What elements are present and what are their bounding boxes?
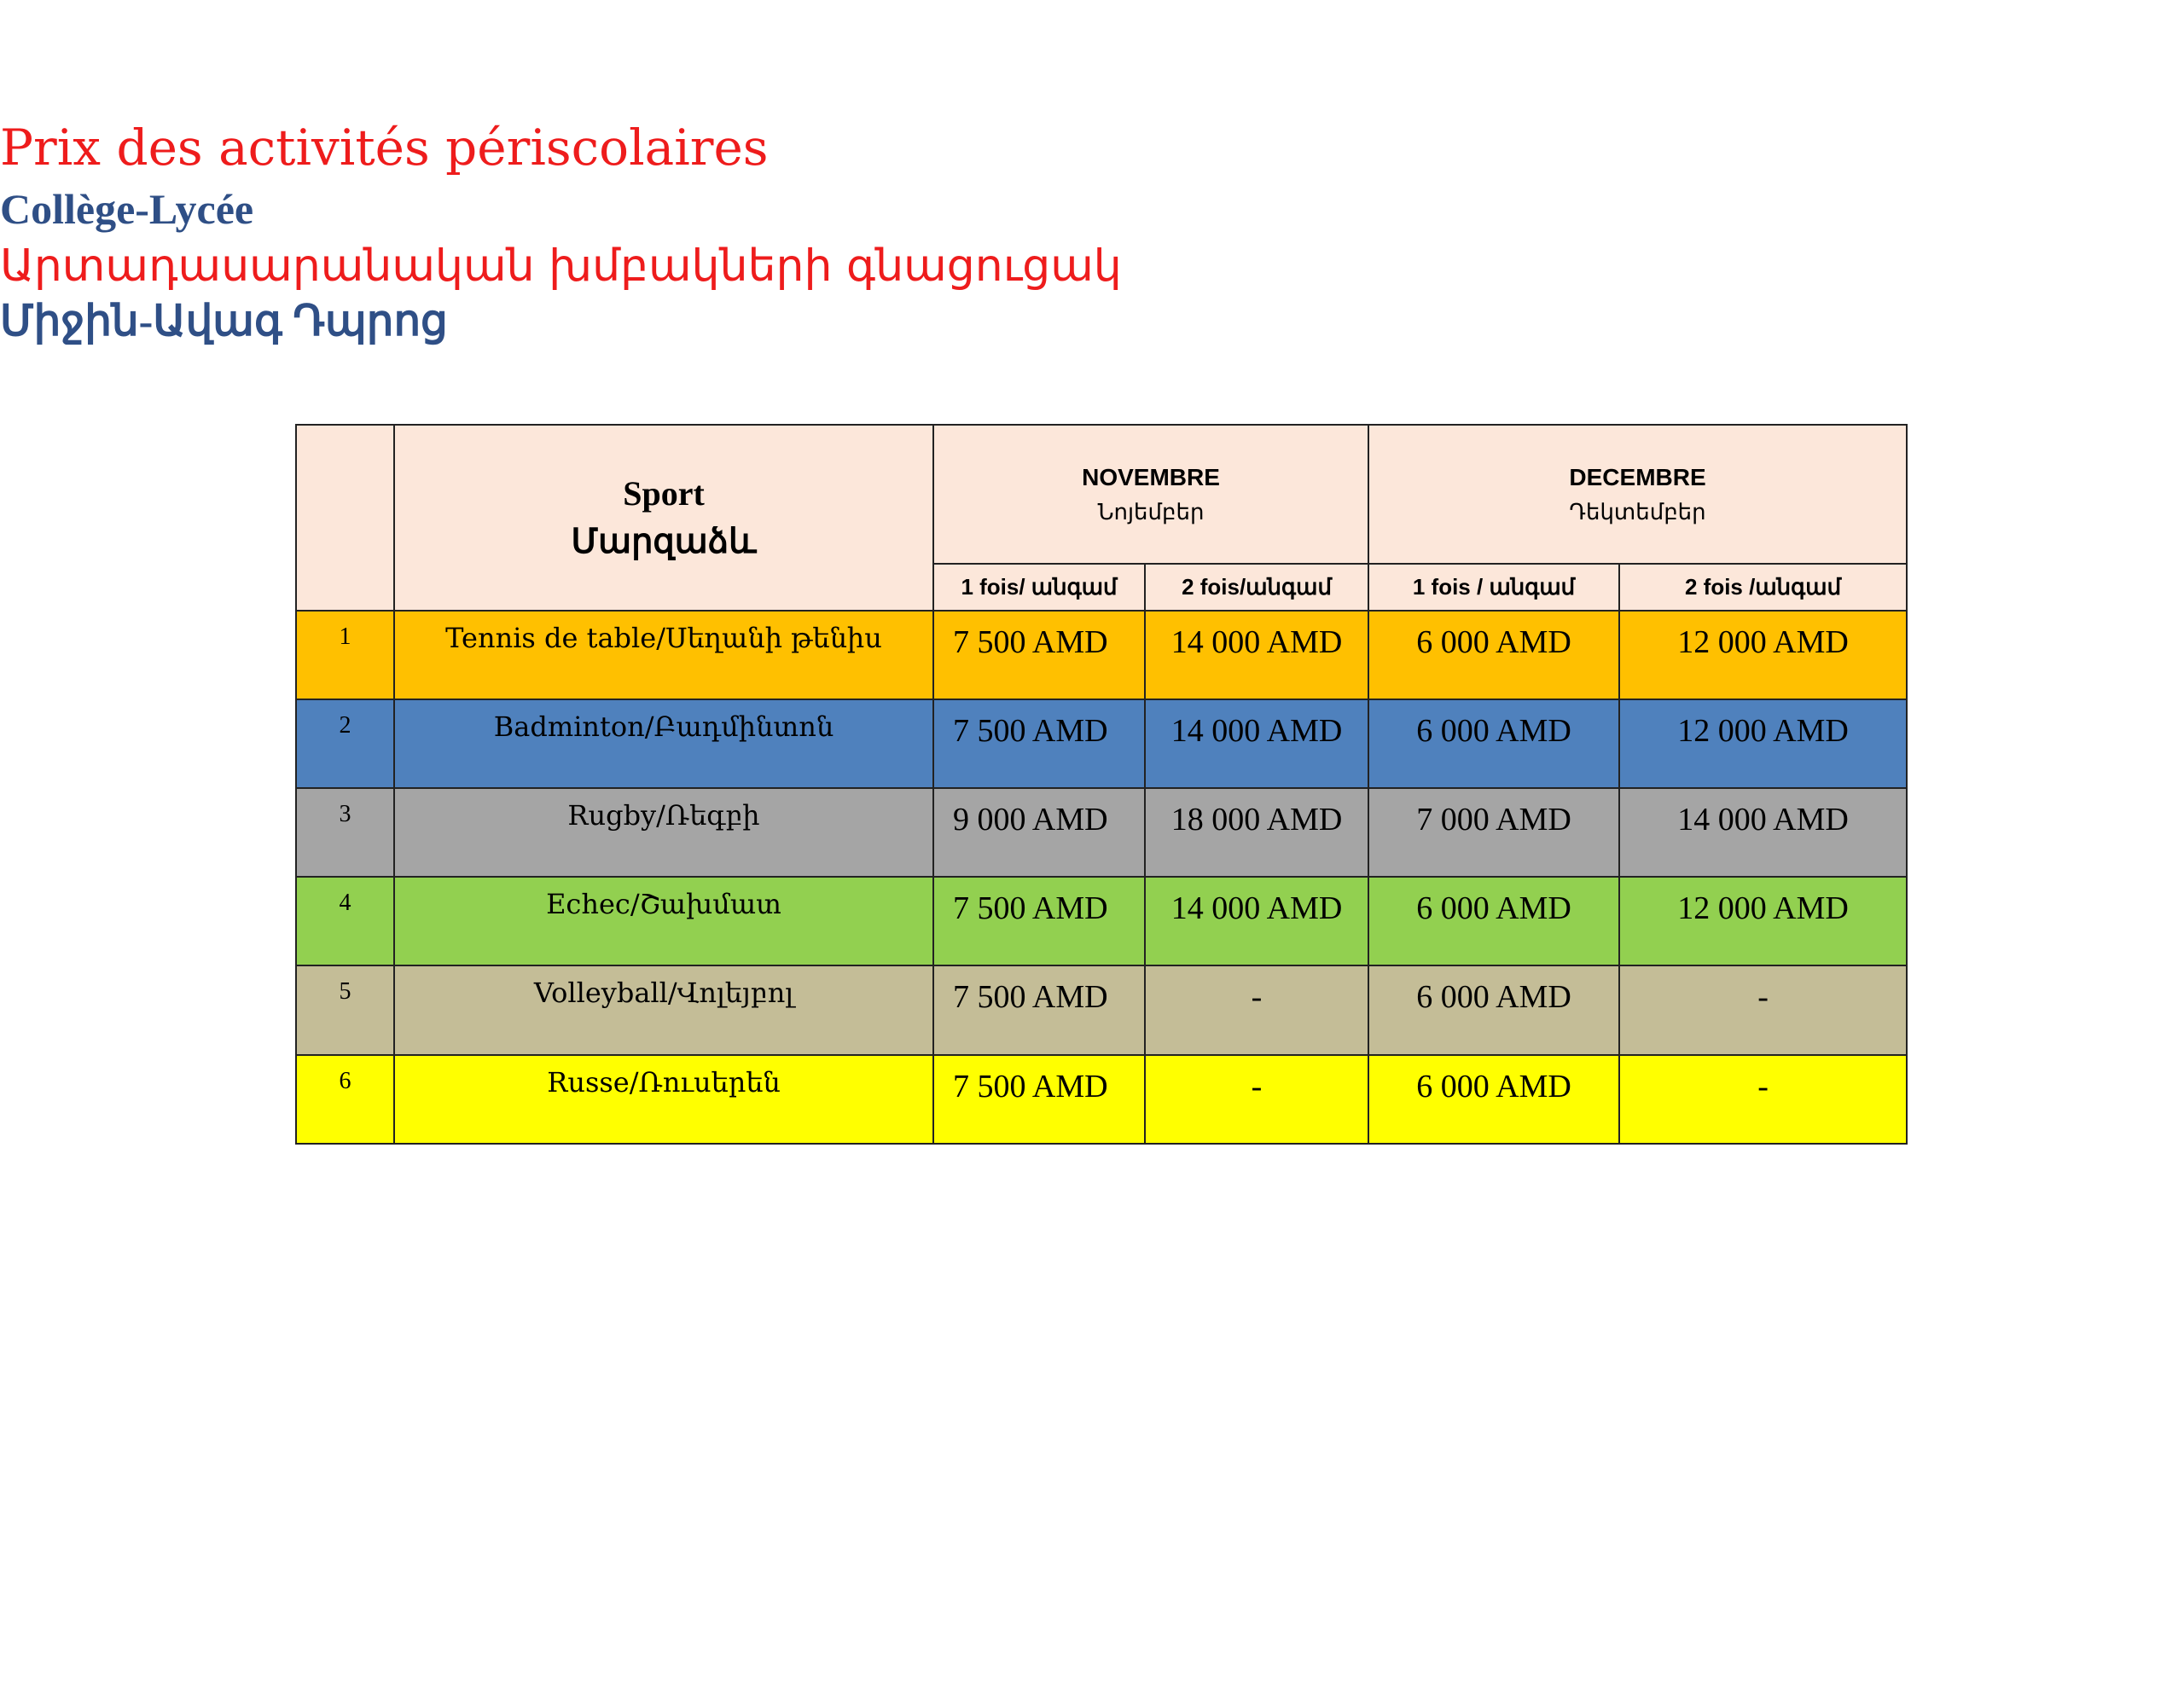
row-number: 3 xyxy=(296,788,394,877)
table-row xyxy=(296,699,1907,788)
month-header-november xyxy=(933,425,1368,564)
row-number: 1 xyxy=(296,611,394,699)
price-table xyxy=(295,424,1908,1145)
sport-header-fr: Sport xyxy=(623,473,705,513)
price-cell: 7 500 AMD xyxy=(933,611,1145,699)
row-number: 2 xyxy=(296,699,394,788)
sport-name: Volleyball/Վոլեյբոլ xyxy=(394,965,933,1054)
price-cell: 14 000 AMD xyxy=(1145,877,1368,965)
sport-header-hy: Մարզաձև xyxy=(571,521,757,560)
month-name-hy: Նոյեմբեր xyxy=(1097,498,1205,525)
price-cell: 6 000 AMD xyxy=(1368,965,1619,1054)
sport-name: Echec/Շախմատ xyxy=(394,877,933,965)
month-header-december xyxy=(1368,425,1907,564)
price-cell: 7 500 AMD xyxy=(933,699,1145,788)
price-cell: 9 000 AMD xyxy=(933,788,1145,877)
price-cell: 12 000 AMD xyxy=(1619,611,1907,699)
subtitle-hy: Միջին-Ավագ Դպրոց xyxy=(0,297,448,345)
price-cell: 6 000 AMD xyxy=(1368,699,1619,788)
sport-name: Badminton/Բադմինտոն xyxy=(394,699,933,788)
sport-header-cell xyxy=(394,425,933,611)
price-cell: 7 000 AMD xyxy=(1368,788,1619,877)
row-number: 5 xyxy=(296,965,394,1054)
table-row xyxy=(296,1055,1907,1144)
sport-name: Rugby/Ռեգբի xyxy=(394,788,933,877)
table-row xyxy=(296,965,1907,1054)
price-cell: 12 000 AMD xyxy=(1619,877,1907,965)
price-cell: 18 000 AMD xyxy=(1145,788,1368,877)
price-cell: - xyxy=(1619,1055,1907,1144)
freq-header: 1 fois/ անգամ xyxy=(933,564,1145,610)
price-cell: 7 500 AMD xyxy=(933,965,1145,1054)
price-cell: 12 000 AMD xyxy=(1619,699,1907,788)
sport-name: Tennis de table/Սեղանի թենիս xyxy=(394,611,933,699)
subtitle-fr: Collège-Lycée xyxy=(0,185,254,233)
num-header-cell xyxy=(296,425,394,611)
price-cell: 6 000 AMD xyxy=(1368,611,1619,699)
table-row xyxy=(296,788,1907,877)
price-cell: - xyxy=(1145,965,1368,1054)
price-cell: 14 000 AMD xyxy=(1145,699,1368,788)
price-cell: 7 500 AMD xyxy=(933,877,1145,965)
row-number: 4 xyxy=(296,877,394,965)
freq-header: 1 fois / անգամ xyxy=(1368,564,1619,610)
sport-name: Russe/Ռուսերեն xyxy=(394,1055,933,1144)
price-cell: 14 000 AMD xyxy=(1145,611,1368,699)
price-cell: 6 000 AMD xyxy=(1368,877,1619,965)
title-hy: Արտադասարանական խմբակների գնացուցակ xyxy=(0,241,1122,292)
table-row xyxy=(296,877,1907,965)
title-fr: Prix des activités périscolaires xyxy=(0,119,769,177)
month-name-fr: NOVEMBRE xyxy=(1082,463,1220,490)
month-name-hy: Դեկտեմբեր xyxy=(1569,498,1706,525)
freq-header: 2 fois/անգամ xyxy=(1145,564,1368,610)
price-cell: - xyxy=(1145,1055,1368,1144)
price-cell: - xyxy=(1619,965,1907,1054)
price-cell: 6 000 AMD xyxy=(1368,1055,1619,1144)
table-row xyxy=(296,611,1907,699)
price-cell: 14 000 AMD xyxy=(1619,788,1907,877)
month-name-fr: DECEMBRE xyxy=(1569,463,1706,490)
price-cell: 7 500 AMD xyxy=(933,1055,1145,1144)
row-number: 6 xyxy=(296,1055,394,1144)
freq-header: 2 fois /անգամ xyxy=(1619,564,1907,610)
